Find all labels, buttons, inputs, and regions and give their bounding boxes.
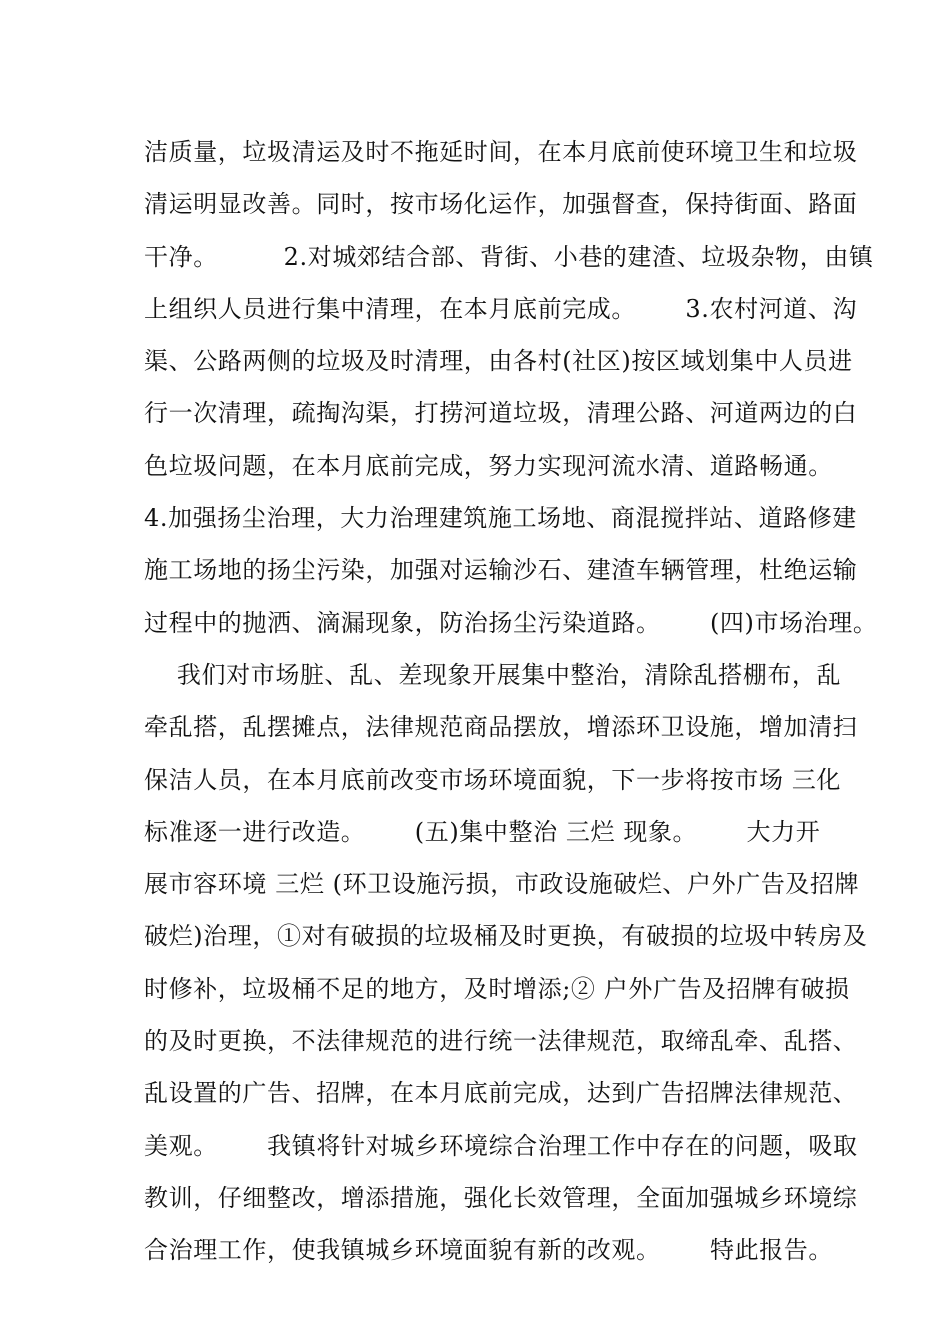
text-line: 保洁人员，在本月底前改变市场环境面貌，下一步将按市场 三化: [144, 765, 842, 794]
text-line: 4.加强扬尘治理，大力治理建筑施工场地、商混搅拌站、道路修建: [144, 504, 857, 533]
text-line: 清运明显改善。同时，按市场化运作，加强督查，保持街面、路面: [144, 190, 858, 219]
text-line: 美观。 我镇将针对城乡环境综合治理工作中存在的问题，吸取: [144, 1131, 858, 1160]
text-line: 渠、公路两侧的垃圾及时清理，由各村(社区)按区域划集中人员进: [144, 347, 853, 376]
text-line: 上组织人员进行集中清理，在本月底前完成。 3.农村河道、沟: [144, 294, 858, 323]
text-line: 洁质量，垃圾清运及时不拖延时间，在本月底前使环境卫生和垃圾: [144, 138, 858, 166]
body-text: [144, 126, 878, 1277]
text-line: 色垃圾问题，在本月底前完成，努力实现河流水清、道路畅通。: [144, 451, 833, 480]
text-line: 时修补，垃圾桶不足的地方，及时增添;② 户外广告及招牌有破损: [144, 974, 850, 1003]
text-line: 牵乱搭，乱摆摊点，法律规范商品摆放，增添环卫设施，增加清扫: [144, 713, 858, 742]
text-line: 标准逐一进行改造。 (五)集中整治 三烂 现象。 大力开: [144, 817, 821, 846]
text-line: 乱设置的广告、招牌，在本月底前完成，达到广告招牌法律规范、: [144, 1079, 858, 1108]
text-line: 我们对市场脏、乱、差现象开展集中整治，清除乱搭棚布，乱: [144, 660, 842, 689]
text-line: 合治理工作，使我镇城乡环境面貌有新的改观。 特此报告。: [144, 1236, 833, 1265]
text-line: 的及时更换，不法律规范的进行统一法律规范，取缔乱牵、乱搭、: [144, 1027, 858, 1056]
text-line: 展市容环境 三烂 (环卫设施污损，市政设施破烂、户外广告及招牌: [144, 870, 860, 899]
text-line: 施工场地的扬尘污染，加强对运输沙石、建渣车辆管理，杜绝运输: [144, 556, 858, 585]
text-line: 干净。 2.对城郊结合部、背街、小巷的建渣、垃圾杂物，由镇: [144, 242, 874, 271]
text-line: 行一次清理，疏掏沟渠，打捞河道垃圾，清理公路、河道两边的白: [144, 399, 858, 428]
text-line: 过程中的抛洒、滴漏现象，防治扬尘污染道路。 (四)市场治理。: [144, 608, 878, 637]
text-line: 破烂)治理，①对有破损的垃圾桶及时更换，有破损的垃圾中转房及: [144, 922, 868, 951]
text-line: 教训，仔细整改，增添措施，强化长效管理，全面加强城乡环境综: [144, 1183, 858, 1212]
